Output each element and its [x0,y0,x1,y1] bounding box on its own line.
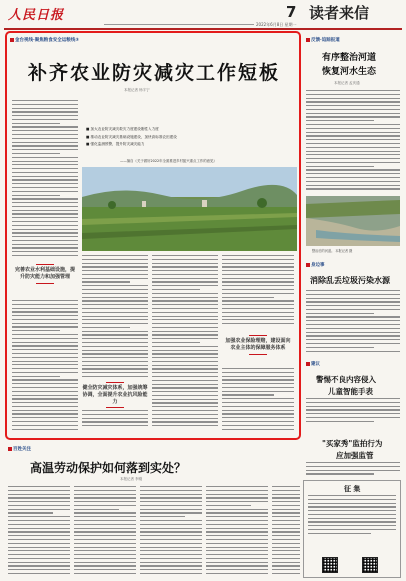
bottom-byline: 本报记者 李刚 [120,477,143,481]
main-section-tag: 金台视线·聚焦粮食安全运粮线③ [10,37,79,43]
main-article-photo [82,167,297,251]
bottom-text-col-3 [140,486,202,578]
right-top-section-tag: 反馈·追踪报道 [306,37,340,43]
right-lower-title-2[interactable]: 儿童智能手表 [328,387,373,396]
right-lower-text [306,398,400,428]
right-top-byline: 本报记者 孟庆通 [334,81,360,85]
right-top-title-1[interactable]: 有序整治河道 [322,53,377,63]
call-for-submissions-text [308,495,396,553]
right-bottom-title-1[interactable]: "买家秀"监拍行为 [322,439,383,448]
main-text-col-3 [152,255,218,435]
quote-point-1: ■ 加大农业防灾减灾救灾力度建设刚性入力度 [86,127,159,131]
main-headline[interactable]: 补齐农业防灾减灾工作短板 [27,62,280,84]
date-line: 2022年6月8日 星期一 [256,22,297,27]
quote-point-2: ■ 推动农业防灾减灾基础设施建设，加快高标准农田建设 [86,134,177,139]
right-bottom-text [306,462,400,478]
qr-code-icon[interactable] [322,557,338,573]
bottom-text-col-2 [74,486,136,578]
right-top-title-2[interactable]: 恢复河水生态 [322,67,377,77]
farmland-illustration [82,167,297,251]
river-illustration [306,196,400,246]
bottom-text-col-4 [206,486,268,578]
bottom-section-tag: 百姓关注 [8,446,31,452]
right-mid-title[interactable]: 消除乱丢垃圾污染水源 [310,276,390,285]
right-mid-text [306,290,400,355]
section-marker-icon [10,38,14,42]
main-text-col-1b [12,300,78,435]
bottom-text-col-5 [272,486,300,578]
main-text-col-4b [222,368,294,436]
river-photo-caption: 整治后的河道。 本报记者 摄 [312,249,353,253]
right-top-text [306,90,400,193]
main-text-col-1 [12,100,78,260]
newspaper-logo: 人民日报 [8,8,65,23]
bottom-text-col-1 [8,486,70,578]
pull-quote-2: 健全防灾减灾体系，加强统筹协调，全面提升农业抗风险能力 [82,380,148,410]
call-for-submissions-box [303,480,401,578]
bottom-headline[interactable]: 高温劳动保护如何落到实处？ [30,461,187,475]
river-photo [306,196,400,246]
pull-quote-1: 完善农业水利基础设施，提升防灾能力和加强管理 [14,262,76,286]
pull-quote-3: 加强农业保险理赔，建设面向农业主体的保障服务体系 [224,333,292,357]
main-text-col-4 [222,255,294,330]
call-for-submissions-title: 征 集 [344,485,361,493]
right-bottom-title-2[interactable]: 应加强监管 [336,451,374,460]
right-mid-section-tag: 身边事 [306,262,325,268]
quote-source: ——摘自《关于做好2022年全面推进乡村振兴重点工作的意见》 [120,159,217,163]
main-byline: 本报记者 杨宇宁 [124,88,150,92]
page-name: 读者来信 [309,4,370,22]
right-lower-title-1[interactable]: 警惕不良内容侵入 [316,375,376,384]
masthead-divider [104,24,254,25]
page-number: 7 [286,3,297,21]
masthead [4,2,402,30]
qr-code-icon[interactable] [362,557,378,573]
quote-point-3: ■ 强化监测预警，提升防灾减灾能力 [86,142,145,147]
right-lower-section-tag: 建议 [306,361,320,367]
